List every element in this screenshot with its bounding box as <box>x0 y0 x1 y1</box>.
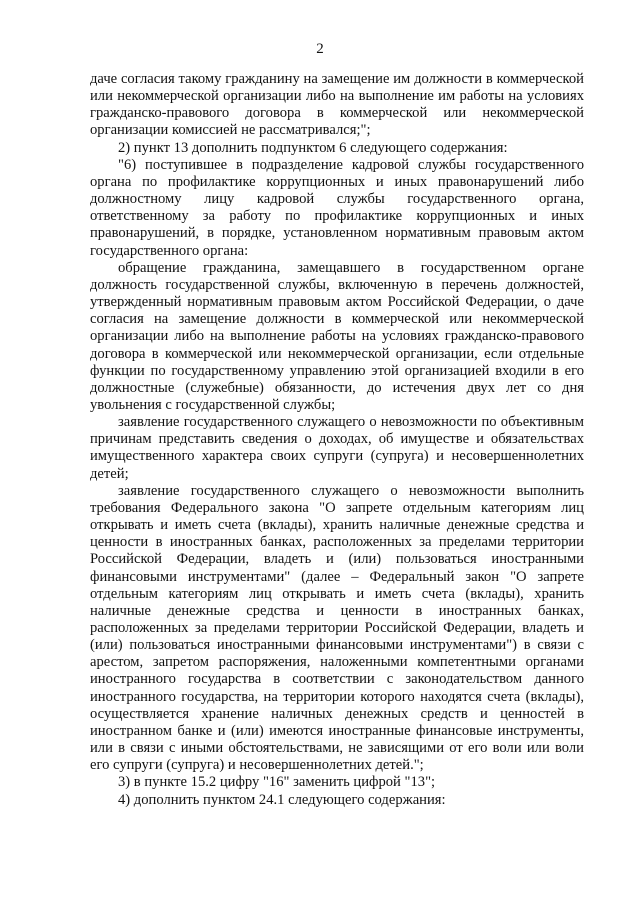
paragraph-income-statement: заявление государственного служащего о невозможности по объективным причинам представить сведения о доходах, об имуществе и обязательствах имущественного характера своих супруги (супруга) и несовершеннолетних детей; <box>90 414 584 482</box>
paragraph-foreign-accounts: заявление государственного служащего о невозможности выполнить требования Федерального закона "О запрете отдельным категориям лиц открывать и иметь счета (вклады), хранить наличные денежные средства и ценности в иностранных банках, расположенных за пределами территории Российской Федерации, владеть и (или) пользоваться иностранными финансовыми инструментами" (далее – Федеральный закон "О запрете отдельным категориям лиц открывать и иметь счета (вклады), хранить наличные денежные средства и ценности в иностранных банках, расположенных за пределами территории Российской Федерации, владеть и (или) пользоваться иностранными финансовыми инструментами") в связи с арестом, запретом распоряжения, наложенными компетентными органами иностранного государства в соответствии с законодательством данного иностранного государства, на территории которого находятся счета (вклады), осуществляется хранение наличных денежных средств и ценностей в иностранном банке и (или) имеются иностранные финансовые инструменты, или в связи с иными обстоятельствами, не зависящими от его воли или воли его супруги (супруга) и несовершеннолетних детей."; <box>90 482 584 774</box>
document-body <box>90 71 584 809</box>
page-number: 2 <box>316 41 324 57</box>
paragraph-item-2: 2) пункт 13 дополнить подпунктом 6 следующего содержания: <box>118 139 508 156</box>
paragraph-citizen-appeal: обращение гражданина, замещавшего в государственном органе должность государственной службы, включенную в перечень должностей, утвержденный нормативным правовым актом Российской Федерации, о даче согласия на замещение должности в коммерческой или некоммерческой организации либо на выполнение работы на условиях гражданско-правового договора в коммерческой или некоммерческой организации, если отдельные функции по государственному управлению этой организацией входили в его должностные (служебные) обязанности, до истечения двух лет со дня увольнения с государственной службы; <box>90 259 584 413</box>
paragraph-subitem-6: "6) поступившее в подразделение кадровой службы государственного органа по профилактике коррупционных и иных правонарушений либо должностному лицу кадровой службы государственного органа, ответственному за работу по профилактике коррупционных и иных правонарушений, в порядке, установленном нормативным правовым актом государственного органа: <box>90 156 584 259</box>
paragraph-item-4: 4) дополнить пунктом 24.1 следующего содержания: <box>118 791 446 808</box>
paragraph-item-3: 3) в пункте 15.2 цифру "16" заменить цифрой "13"; <box>118 774 436 791</box>
paragraph-continuation: даче согласия такому гражданину на замещение им должности в коммерческой или некоммерческой организации либо на выполнение им работы на условиях гражданско-правового договора в коммерческой или некоммерческой организации комиссией не рассматривался;"; <box>90 71 584 139</box>
